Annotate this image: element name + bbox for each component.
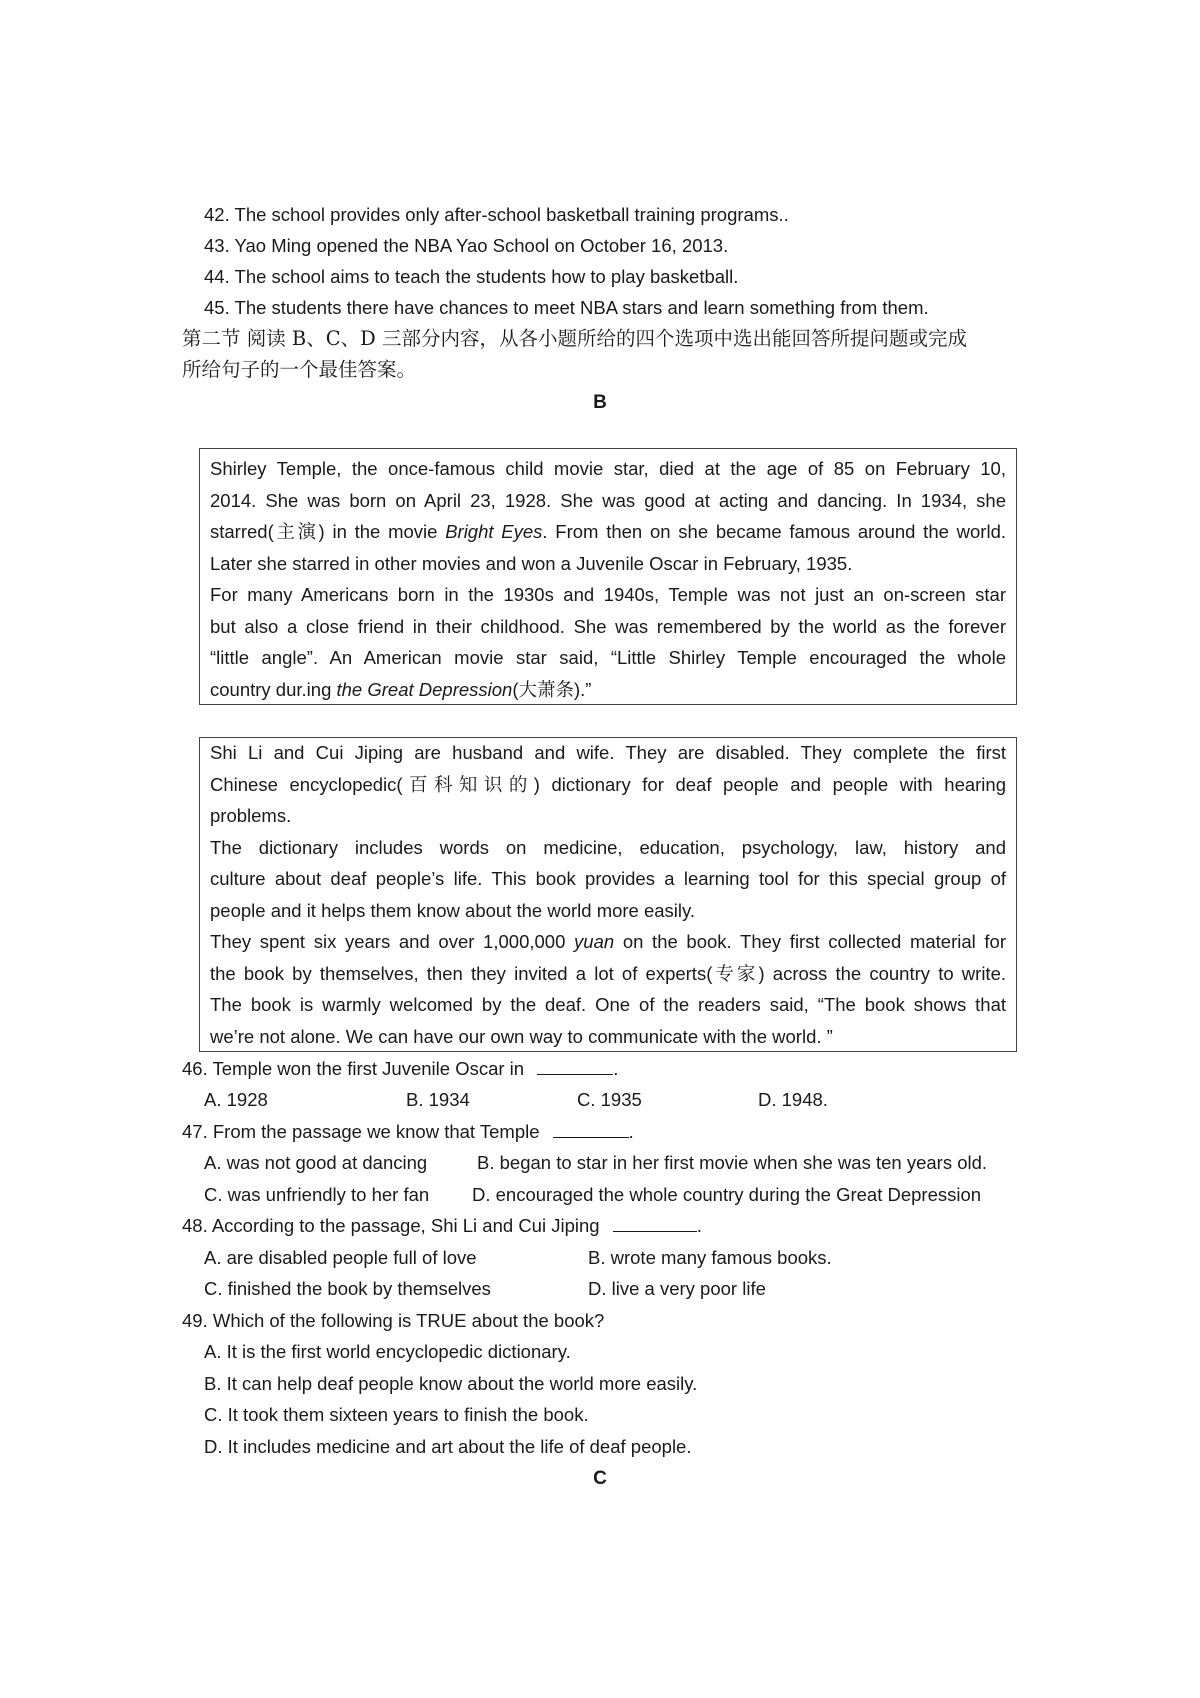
- question-47-period: .: [628, 1121, 634, 1142]
- statement-43: 43. Yao Ming opened the NBA Yao School on October 16, 2013.: [204, 235, 729, 256]
- passage-2-line-7-pre: They spent six years and over 1,000,000: [210, 931, 575, 952]
- q47-option-b[interactable]: B. began to star in her first movie when she was ten years old.: [477, 1152, 988, 1173]
- passage-1-line-1: Shirley Temple, the once-famous child movie star, died at the age of 85 on February 10,: [210, 458, 1006, 479]
- passage-2-line-1: Shi Li and Cui Jiping are husband and wife. They are disabled. They complete the first: [210, 742, 1006, 763]
- q47-option-c[interactable]: C. was unfriendly to her fan: [204, 1184, 430, 1205]
- q49-option-b[interactable]: B. It can help deaf people know about the world more easily.: [204, 1373, 698, 1394]
- great-depression-term: the Great Depression: [336, 679, 513, 700]
- passage-2-line-4: The dictionary includes words on medicine, education, psychology, law, history and: [210, 837, 1006, 858]
- passage-1-line-5: For many Americans born in the 1930s and 1940s, Temple was not just an on-screen star: [210, 584, 1006, 605]
- question-48-stem: [182, 1211, 702, 1241]
- passage-1-line-8-pre: country dur.ing: [210, 679, 337, 700]
- passage-1-line-2: 2014. She was born on April 23, 1928. She was good at acting and dancing. In 1934, she: [210, 490, 1006, 511]
- passage-2-line-5: culture about deaf people’s life. This book provides a learning tool for this special group of: [210, 868, 1006, 889]
- q48-option-c[interactable]: C. finished the book by themselves: [204, 1278, 491, 1299]
- passage-1-line-8-post: (大萧条).”: [512, 679, 592, 700]
- q48-option-a[interactable]: A. are disabled people full of love: [204, 1247, 477, 1268]
- passage-1-line-4: Later she starred in other movies and won a Juvenile Oscar in February, 1935.: [210, 553, 853, 574]
- currency-yuan: yuan: [574, 931, 615, 952]
- q49-option-a[interactable]: A. It is the first world encyclopedic dictionary.: [204, 1341, 571, 1362]
- statement-45: 45. The students there have chances to meet NBA stars and learn something from them.: [204, 297, 929, 318]
- q49-option-d[interactable]: D. It includes medicine and art about the life of deaf people.: [204, 1436, 692, 1457]
- q46-option-c[interactable]: C. 1935: [577, 1089, 642, 1110]
- q46-option-b[interactable]: B. 1934: [406, 1089, 470, 1110]
- passage-2-line-8: the book by themselves, then they invited a lot of experts(专家) across the country to write.: [210, 963, 1006, 984]
- q46-option-a[interactable]: A. 1928: [204, 1089, 268, 1110]
- statement-42: 42. The school provides only after-school basketball training programs..: [204, 204, 789, 225]
- question-49-stem: 49. Which of the following is TRUE about the book?: [182, 1310, 605, 1331]
- q48-option-b[interactable]: B. wrote many famous books.: [588, 1247, 832, 1268]
- passage-2-line-6: people and it helps them know about the world more easily.: [210, 900, 696, 921]
- passage-1-line-8: [210, 674, 1006, 706]
- passage-2-line-10: we’re not alone. We can have our own way to communicate with the world. ”: [210, 1026, 833, 1047]
- movie-title-bright-eyes: Bright Eyes: [445, 521, 543, 542]
- section-heading-c: C: [593, 1468, 607, 1489]
- section-instruction-line-1: 第二节 阅读 B、C、D 三部分内容，从各小题所给的四个选项中选出能回答所提问题或完成: [182, 327, 967, 350]
- question-46-stem: [182, 1054, 618, 1084]
- section-instruction-line-2: 所给句子的一个最佳答案。: [182, 358, 417, 381]
- question-46-period: .: [613, 1058, 619, 1079]
- q47-option-d[interactable]: D. encouraged the whole country during the Great Depression: [472, 1184, 982, 1205]
- passage-2-line-7: [210, 926, 1006, 958]
- question-46-text: 46. Temple won the first Juvenile Oscar in: [182, 1058, 525, 1079]
- passage-1-line-3-pre: starred(主演) in the movie: [210, 521, 446, 542]
- passage-2-box: [199, 737, 1017, 1052]
- passage-1-box: [199, 448, 1017, 705]
- answer-blank-47[interactable]: [553, 1117, 629, 1138]
- question-48-text: 48. According to the passage, Shi Li and Cui Jiping: [182, 1215, 600, 1236]
- q48-option-d[interactable]: D. live a very poor life: [588, 1278, 766, 1299]
- q49-option-c[interactable]: C. It took them sixteen years to finish the book.: [204, 1404, 589, 1425]
- statement-44: 44. The school aims to teach the students how to play basketball.: [204, 266, 739, 287]
- section-heading-b: B: [593, 392, 607, 413]
- passage-1-line-7: “little angle”. An American movie star said, “Little Shirley Temple encouraged the whole: [210, 647, 1006, 668]
- passage-1-line-6: but also a close friend in their childhood. She was remembered by the world as the forever: [210, 616, 1006, 637]
- passage-1-line-3: [210, 516, 1006, 548]
- q47-option-a[interactable]: A. was not good at dancing: [204, 1152, 428, 1173]
- passage-1-line-3-post: . From then on she became famous around the world.: [542, 521, 1006, 542]
- question-47-stem: [182, 1117, 634, 1147]
- q46-option-d[interactable]: D. 1948.: [758, 1089, 828, 1110]
- answer-blank-48[interactable]: [613, 1211, 697, 1232]
- question-47-text: 47. From the passage we know that Temple: [182, 1121, 540, 1142]
- question-48-period: .: [696, 1215, 702, 1236]
- passage-2-line-2: Chinese encyclopedic(百科知识的) dictionary for deaf people and people with hearing: [210, 774, 1006, 795]
- passage-2-line-7-post: on the book. They first collected material for: [614, 931, 1006, 952]
- passage-2-line-9: The book is warmly welcomed by the deaf. One of the readers said, “The book shows that: [210, 994, 1006, 1015]
- answer-blank-46[interactable]: [537, 1054, 613, 1075]
- passage-2-line-3: problems.: [210, 805, 292, 826]
